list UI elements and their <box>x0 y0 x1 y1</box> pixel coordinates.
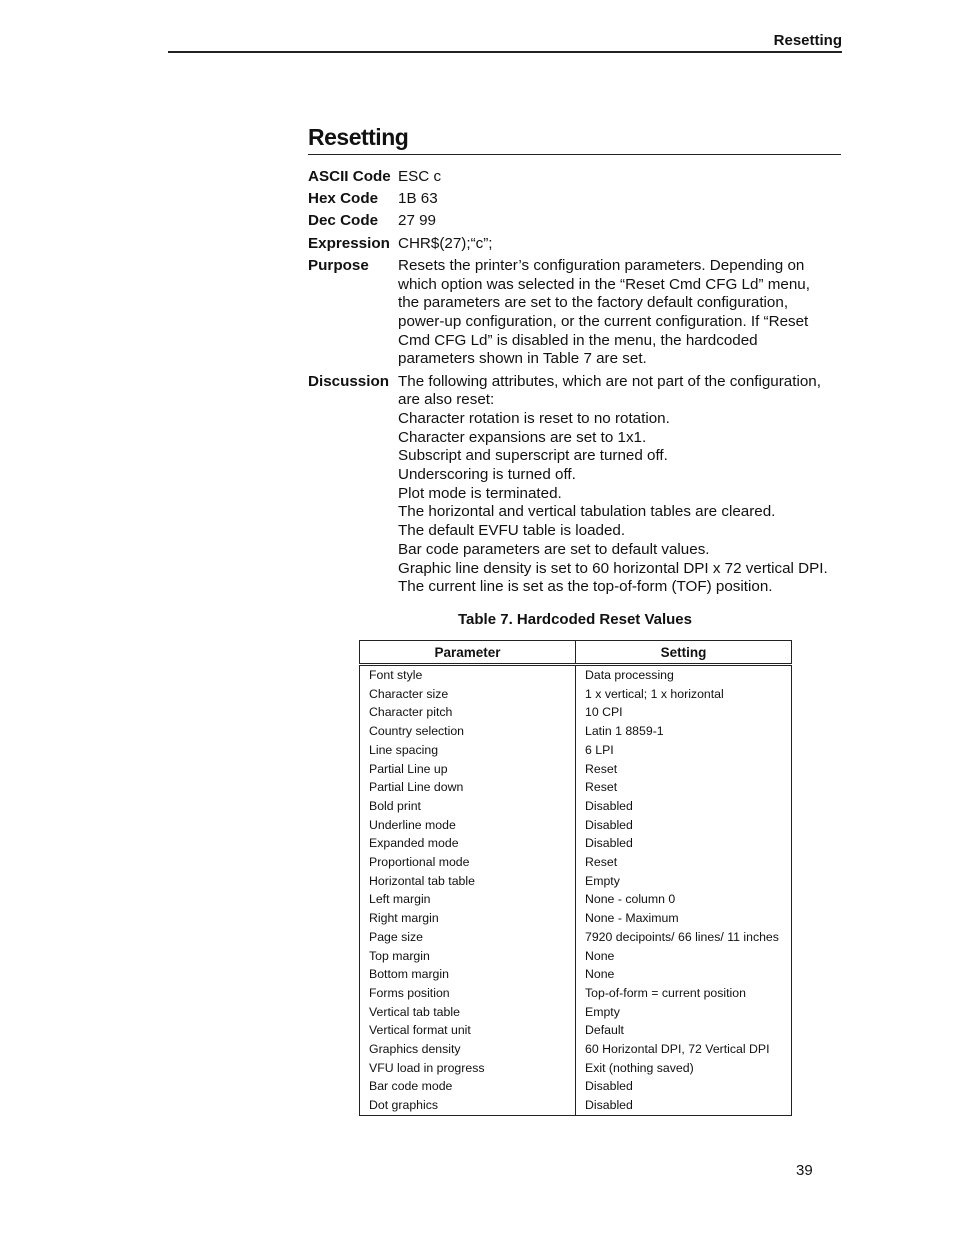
text-line: Subscript and superscript are turned off. <box>398 447 668 465</box>
term-value: CHR$(27);“c”; <box>398 234 493 252</box>
table-row <box>360 965 792 984</box>
setting-cell: Data processing <box>576 665 792 685</box>
table-row <box>360 1077 792 1096</box>
parameter-cell: Right margin <box>360 909 576 928</box>
table-row <box>360 928 792 947</box>
setting-cell: Empty <box>576 872 792 891</box>
table-row <box>360 703 792 722</box>
term-value: 1B 63 <box>398 190 438 208</box>
setting-cell: Reset <box>576 853 792 872</box>
table-row <box>360 947 792 966</box>
setting-cell: 6 LPI <box>576 741 792 760</box>
table-row <box>360 685 792 704</box>
text-line: Character rotation is reset to no rotation. <box>398 409 670 427</box>
definition-discussion <box>308 373 848 597</box>
term-label: Expression <box>308 234 390 252</box>
text-line: Bar code parameters are set to default values. <box>398 540 710 558</box>
parameter-cell: Page size <box>360 928 576 947</box>
setting-cell: 10 CPI <box>576 703 792 722</box>
parameter-cell: Underline mode <box>360 816 576 835</box>
table-row <box>360 816 792 835</box>
setting-cell: Default <box>576 1021 792 1040</box>
table-row <box>360 760 792 779</box>
table-row <box>360 1040 792 1059</box>
table-row <box>360 984 792 1003</box>
text-line: The default EVFU table is loaded. <box>398 522 626 540</box>
table-row <box>360 890 792 909</box>
text-line: Graphic line density is set to 60 horizontal DPI x 72 vertical DPI. <box>398 559 828 577</box>
term-value: 27 99 <box>398 212 437 230</box>
term-label: Discussion <box>308 372 390 390</box>
term-value: ESC c <box>398 168 442 185</box>
text-line: the parameters are set to the factory default configuration, <box>398 294 789 312</box>
table-row <box>360 797 792 816</box>
table-row <box>360 834 792 853</box>
column-header-setting: Setting <box>576 641 792 665</box>
setting-cell: Top-of-form = current position <box>576 984 792 1003</box>
text-line: parameters shown in Table 7 are set. <box>398 350 647 368</box>
parameter-cell: Proportional mode <box>360 853 576 872</box>
text-line: Cmd CFG Ld” is disabled in the menu, the hardcoded <box>398 331 758 349</box>
table-row <box>360 778 792 797</box>
command-definitions <box>308 168 848 600</box>
parameter-cell: Top margin <box>360 947 576 966</box>
text-line: power-up configuration, or the current configuration. If “Reset <box>398 312 809 330</box>
setting-cell: Disabled <box>576 1096 792 1115</box>
term-label: Dec Code <box>308 212 379 230</box>
setting-cell: Disabled <box>576 797 792 816</box>
setting-cell: Reset <box>576 778 792 797</box>
setting-cell: Disabled <box>576 1077 792 1096</box>
parameter-cell: Character size <box>360 685 576 704</box>
definition-hex-code <box>308 190 848 209</box>
setting-cell: Disabled <box>576 834 792 853</box>
table-row <box>360 909 792 928</box>
parameter-cell: Font style <box>360 665 576 685</box>
setting-cell: Exit (nothing saved) <box>576 1059 792 1078</box>
table-row <box>360 872 792 891</box>
setting-cell: 60 Horizontal DPI, 72 Vertical DPI <box>576 1040 792 1059</box>
setting-cell: None <box>576 947 792 966</box>
table-row <box>360 741 792 760</box>
table-row <box>360 1021 792 1040</box>
running-header: Resetting <box>168 32 842 53</box>
reset-values-table <box>359 640 792 1116</box>
parameter-cell: Line spacing <box>360 741 576 760</box>
text-line: Resets the printer’s configuration parameters. Depending on <box>398 256 805 274</box>
table-caption: Table 7. Hardcoded Reset Values <box>458 611 692 628</box>
term-label: Purpose <box>308 256 369 274</box>
text-line: Underscoring is turned off. <box>398 466 576 484</box>
parameter-cell: Vertical tab table <box>360 1003 576 1022</box>
setting-cell: Latin 1 8859-1 <box>576 722 792 741</box>
definition-expression <box>308 235 848 254</box>
table-row <box>360 1096 792 1115</box>
table-row <box>360 853 792 872</box>
table-row <box>360 1003 792 1022</box>
term-label: Hex Code <box>308 190 379 208</box>
parameter-cell: Graphics density <box>360 1040 576 1059</box>
table-row <box>360 1059 792 1078</box>
parameter-cell: Partial Line down <box>360 778 576 797</box>
discussion-text <box>398 373 848 597</box>
parameter-cell: Character pitch <box>360 703 576 722</box>
text-line: Character expansions are set to 1x1. <box>398 428 647 446</box>
setting-cell: 7920 decipoints/ 66 lines/ 11 inches <box>576 928 792 947</box>
text-line: which option was selected in the “Reset Cmd CFG Ld” menu, <box>398 275 810 293</box>
text-line: The current line is set as the top-of-form (TOF) position. <box>398 578 773 596</box>
page-number: 39 <box>796 1162 813 1179</box>
parameter-cell: Partial Line up <box>360 760 576 779</box>
setting-cell: 1 x vertical; 1 x horizontal <box>576 685 792 704</box>
table-row <box>360 665 792 685</box>
setting-cell: Empty <box>576 1003 792 1022</box>
parameter-cell: Vertical format unit <box>360 1021 576 1040</box>
parameter-cell: Country selection <box>360 722 576 741</box>
text-line: are also reset: <box>398 391 495 409</box>
parameter-cell: Forms position <box>360 984 576 1003</box>
term-label: ASCII Code <box>308 168 391 185</box>
parameter-cell: Bold print <box>360 797 576 816</box>
definition-purpose <box>308 257 848 369</box>
section-title: Resetting <box>308 124 841 155</box>
setting-cell: None - column 0 <box>576 890 792 909</box>
parameter-cell: Left margin <box>360 890 576 909</box>
parameter-cell: Bar code mode <box>360 1077 576 1096</box>
setting-cell: Disabled <box>576 816 792 835</box>
parameter-cell: Dot graphics <box>360 1096 576 1115</box>
text-line: The horizontal and vertical tabulation tables are cleared. <box>398 503 776 521</box>
table-header-row <box>360 641 792 665</box>
parameter-cell: Bottom margin <box>360 965 576 984</box>
setting-cell: None <box>576 965 792 984</box>
setting-cell: None - Maximum <box>576 909 792 928</box>
purpose-text <box>398 257 848 369</box>
definition-ascii-code <box>308 168 848 187</box>
definition-dec-code <box>308 212 848 231</box>
parameter-cell: Expanded mode <box>360 834 576 853</box>
parameter-cell: VFU load in progress <box>360 1059 576 1078</box>
setting-cell: Reset <box>576 760 792 779</box>
table-row <box>360 722 792 741</box>
column-header-parameter: Parameter <box>360 641 576 665</box>
text-line: Plot mode is terminated. <box>398 484 562 502</box>
parameter-cell: Horizontal tab table <box>360 872 576 891</box>
text-line: The following attributes, which are not part of the configuration, <box>398 372 821 390</box>
